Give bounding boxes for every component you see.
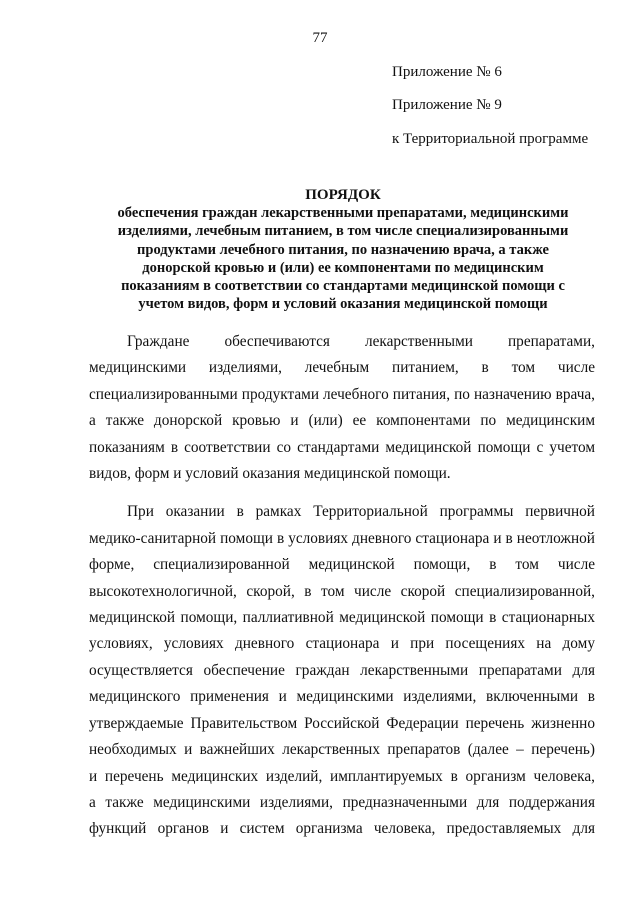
title-line: продуктами лечебного питания, по назначению врача, а также <box>137 241 549 258</box>
paragraph-line: и перечень медицинских изделий, имплантируемых в организм человека, <box>89 767 595 785</box>
paragraph-line: медицинского применения и медицинскими изделиями, включенными в <box>89 688 595 706</box>
title-line: обеспечения граждан лекарственными препаратами, медицинскими <box>117 205 569 221</box>
document-title <box>94 186 592 314</box>
paragraph-line: а также медицинскими изделиями, предназначенными для поддержания <box>89 793 595 811</box>
paragraph-line: а также донорской кровью и (или) ее компонентами по медицинским <box>89 412 595 430</box>
paragraph-line: функций органов и систем организма человека, предоставляемых для <box>89 820 595 838</box>
paragraph-line: При оказании в рамках Территориальной программы первичной <box>127 503 595 521</box>
paragraph-line: показаниям в соответствии со стандартами медицинской помощи с учетом <box>89 438 595 456</box>
title-line: изделиями, лечебным питанием, в том числе специализированными <box>117 223 569 240</box>
paragraph-line: необходимых и важнейших лекарственных препаратов (далее – перечень) <box>89 741 595 759</box>
paragraph-line: высокотехнологичной, скорой, в том числе скорой специализированной, <box>89 582 595 600</box>
title-line: донорской кровью и (или) ее компонентами по медицинским <box>142 259 544 276</box>
paragraph-line: Граждане обеспечиваются лекарственными препаратами, <box>127 333 595 350</box>
paragraph-line: форме, специализированной медицинской помощи, в том числе <box>89 556 595 574</box>
title-heading: ПОРЯДОК <box>305 187 381 203</box>
appendix-label-9: Приложение № 9 <box>392 97 502 113</box>
page-number: 77 <box>312 30 328 46</box>
paragraph-line: специализированными продуктами лечебного питания, по назначению врача, <box>89 385 595 403</box>
paragraph-line: медицинской помощи, паллиативной медицинской помощи в стационарных <box>89 609 595 627</box>
appendix-reference: к Территориальной программе <box>392 131 589 147</box>
paragraph-2 <box>89 499 595 842</box>
paragraph-line: условиях, условиях дневного стационара и при посещениях на дому <box>89 635 595 653</box>
paragraph-line: медицинскими изделиями, лечебным питанием, в том числе <box>89 359 595 377</box>
title-line: показаниям в соответствии со стандартами медицинской помощи с <box>121 278 565 295</box>
paragraph-1 <box>89 329 595 487</box>
appendix-label-6: Приложение № 6 <box>392 64 502 80</box>
paragraph-line: видов, форм и условий оказания медицинской помощи. <box>89 465 451 483</box>
paragraph-line: утверждаемые Правительством Российской Федерации перечень жизненно <box>89 714 595 732</box>
paragraph-line: осуществляется обеспечение граждан лекарственными препаратами для <box>89 661 595 679</box>
paragraph-line: медико-санитарной помощи в условиях дневного стационара и в неотложной <box>89 529 595 547</box>
title-line: учетом видов, форм и условий оказания медицинской помощи <box>138 296 548 313</box>
document-body <box>89 329 595 843</box>
